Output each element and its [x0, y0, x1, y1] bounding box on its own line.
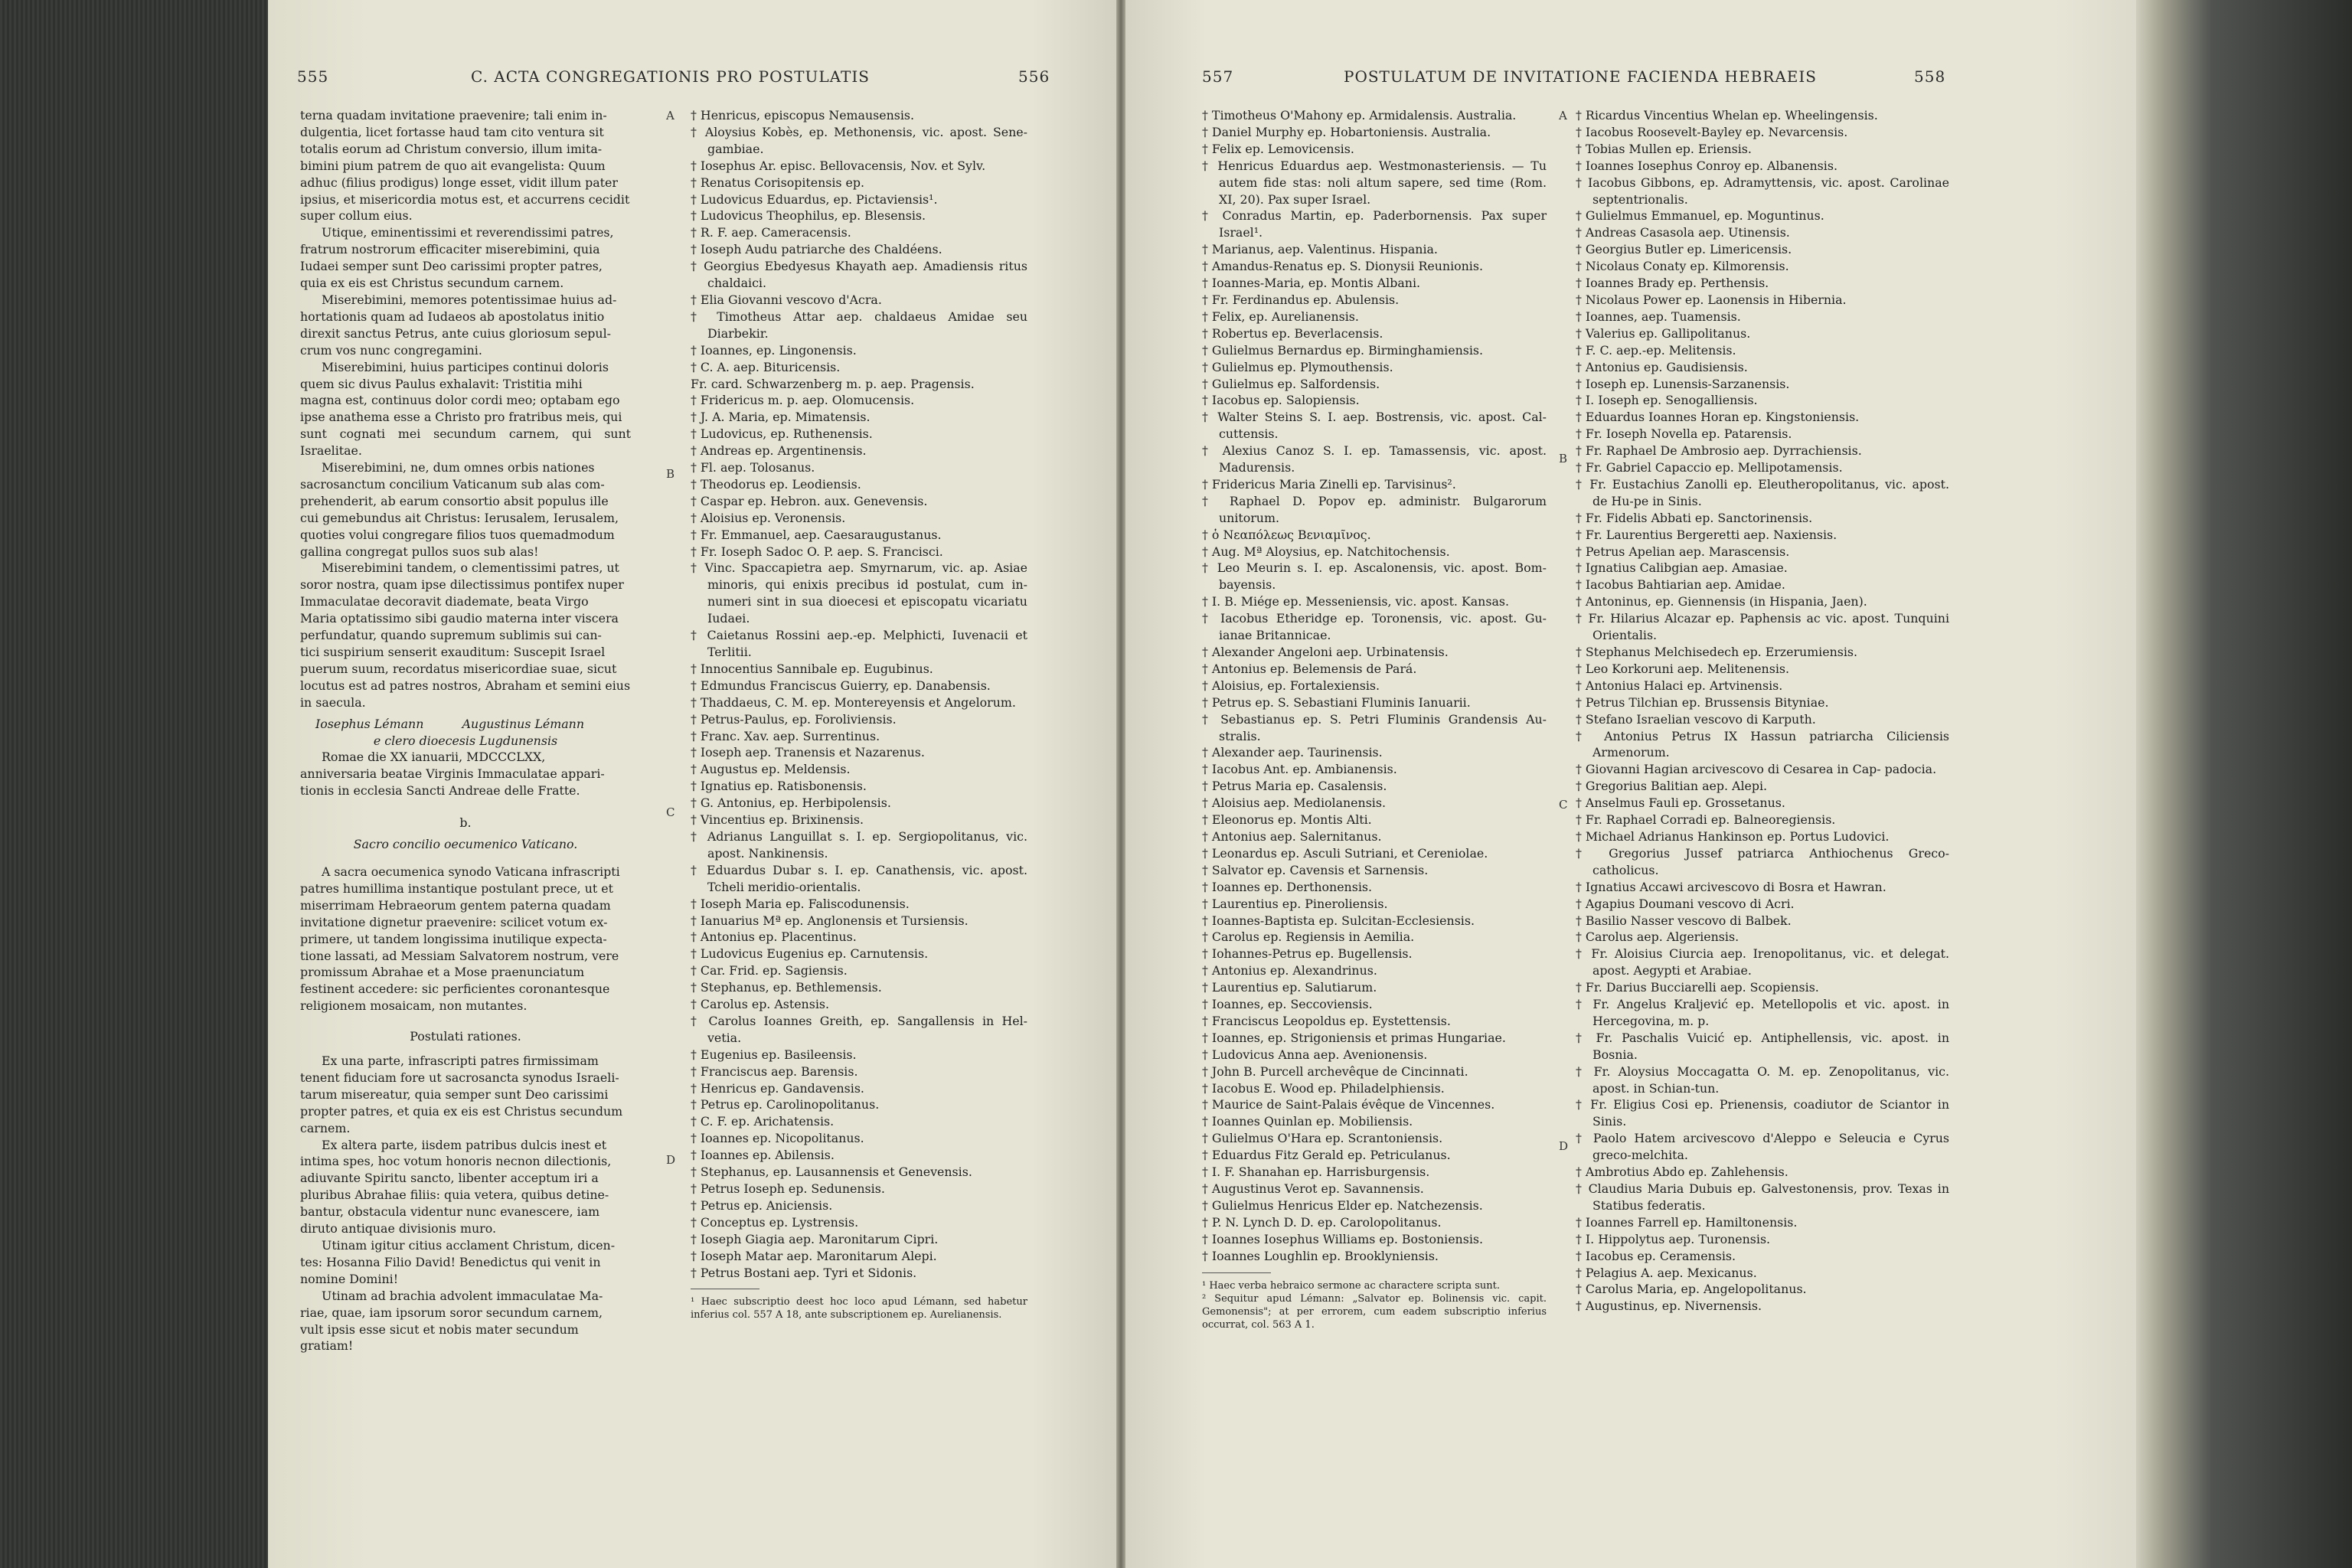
text-line: intima spes, hoc votum honoris necnon dilectionis,: [300, 1154, 612, 1169]
signatory-entry: † Eduardus Ioannes Horan ep. Kingstoniensis.: [1576, 410, 1860, 425]
signatory-entry: † Antonius ep. Belemensis de Pará.: [1202, 661, 1417, 676]
signature-diocese: e clero dioecesis Lugdunensis: [373, 733, 558, 748]
page-number-558: 558: [1914, 67, 1946, 86]
signatory-entry: † Petrus Bostani aep. Tyri et Sidonis.: [691, 1265, 917, 1280]
right-page: [1125, 0, 2136, 1568]
page-number-556: 556: [1018, 67, 1050, 86]
signatory-entry: † Augustinus, ep. Nivernensis.: [1576, 1298, 1762, 1314]
signatory-entry: † Leonardus ep. Asculi Sutriani, et Cereniolae.: [1202, 845, 1488, 861]
signatory-entry: † Timotheus O'Mahony ep. Armidalensis. Australia.: [1202, 108, 1517, 122]
signatory-entry: † Aloisius, ep. Fortalexiensis.: [1202, 678, 1380, 693]
signatory-entry: † Anselmus Fauli ep. Grossetanus.: [1576, 795, 1785, 811]
signatory-entry: † Alexander Angeloni aep. Urbinatensis.: [1202, 645, 1449, 659]
section-b-heading: b.: [459, 815, 472, 831]
signatory-entry: † Raphael D. Popov ep. administr. Bulgarorum unitorum.: [1202, 493, 1547, 525]
text-line: religionem mosaicam, non mutantes.: [300, 998, 528, 1014]
signatory-entry: † Petrus Ioseph ep. Sedunensis.: [691, 1181, 885, 1196]
signatory-entry: † Stephanus, ep. Bethlemensis.: [691, 980, 882, 995]
signatory-entry: † Ignatius ep. Ratisbonensis.: [691, 779, 867, 794]
text-line: fratrum nostrorum efficaciter miserebimini, quia: [300, 242, 600, 257]
signatory-entry: † Maurice de Saint-Palais évêque de Vincennes.: [1202, 1097, 1495, 1112]
signatory-entry: † Michael Adrianus Hankinson ep. Portus Ludovici.: [1576, 828, 1890, 844]
date-line: tionis in ecclesia Sancti Andreae delle Fratte.: [300, 783, 580, 799]
text-line: quem sic divus Paulus exhalavit: Tristitia mihi: [300, 376, 583, 391]
text-line: A sacra oecumenica synodo Vaticana infrascripti: [322, 864, 620, 879]
signatory-entry: † Paolo Hatem arcivescovo d'Aleppo e Seleucia e Cyrus greco-melchita.: [1576, 1131, 1949, 1163]
signatory-entry: † Henricus ep. Gandavensis.: [691, 1080, 864, 1096]
signatory-entry: † Ioseph aep. Tranensis et Nazarenus.: [691, 745, 925, 760]
signatory-entry: Fr. card. Schwarzenberg m. p. aep. Pragensis.: [691, 376, 975, 391]
signatory-entry: † Edmundus Franciscus Guierry, ep. Danabensis.: [691, 678, 991, 693]
signatory-entry: † Adrianus Languillat s. I. ep. Sergiopolitanus, vic. apost. Nankinensis.: [691, 828, 1027, 861]
signatory-entry: † Gulielmus ep. Plymouthensis.: [1202, 359, 1393, 374]
signatory-entry: † Ludovicus Anna aep. Avenionensis.: [1202, 1047, 1428, 1062]
signatory-entry: † Felix, ep. Aurelianensis.: [1202, 309, 1359, 324]
signatory-entry: † Iacobus Ant. ep. Ambianensis.: [1202, 762, 1397, 777]
margin-letter: D: [666, 1153, 676, 1167]
signatory-entry: † Iacobus ep. Salopiensis.: [1202, 393, 1360, 408]
signatory-entry: † Carolus Maria, ep. Angelopolitanus.: [1576, 1282, 1807, 1297]
signatory-entry: † Henricus Eduardus aep. Westmonasteriensis. — Tu autem fide stas: noli altum sapere, sed time (Rom. XI, 20). Pax super Israel.: [1202, 158, 1547, 207]
text-line: Maria optatissimo sibi gaudio materna inter viscera: [300, 611, 619, 626]
page-number-557: 557: [1202, 67, 1234, 86]
text-line: Iudaei semper sunt Deo carissimi propter patres,: [300, 259, 603, 274]
text-line: super collum eius.: [300, 208, 413, 224]
signatory-entry: † Franciscus aep. Barensis.: [691, 1063, 858, 1079]
signatory-entry: † Georgius Butler ep. Limericensis.: [1576, 242, 1792, 257]
signatory-entry: † Leo Korkoruni aep. Melitenensis.: [1576, 661, 1790, 676]
signatory-entry: † Ioannes, ep. Strigoniensis et primas Hungariae.: [1202, 1030, 1506, 1045]
signatory-entry: † Fridericus Maria Zinelli ep. Tarvisinus².: [1202, 476, 1456, 492]
signatory-entry: † Fr. Aloisius Ciurcia aep. Irenopolitanus, vic. et delegat. apost. Aegypti et Arabiae.: [1576, 946, 1949, 978]
signatory-entry: † Eduardus Fitz Gerald ep. Petriculanus.: [1202, 1148, 1451, 1163]
signatory-entry: † Iosephus Ar. episc. Bellovacensis, Nov. et Sylv.: [691, 158, 986, 173]
signatory-entry: † Iacobus E. Wood ep. Philadelphiensis.: [1202, 1080, 1445, 1096]
signatory-entry: † Tobias Mullen ep. Eriensis.: [1576, 141, 1752, 156]
signatory-entry: † Fr. Eligius Cosi ep. Prienensis, coadiutor de Sciantor in Sinis.: [1576, 1097, 1949, 1129]
signatory-entry: † ὁ Νεαπόλεως Βενιαμῖνος.: [1202, 527, 1371, 542]
signatory-entry: † Gulielmus Bernardus ep. Birminghamiensis.: [1202, 342, 1484, 358]
text-line: diruto antiquae divisionis muro.: [300, 1221, 496, 1236]
signatory-entry: † Iacobus Roosevelt-Bayley ep. Nevarcensis.: [1576, 124, 1848, 139]
margin-letter: B: [1559, 452, 1568, 466]
signatory-entry: † Fr. Raphael Corradi ep. Balneoregiensis.: [1576, 812, 1836, 828]
signatory-entry: † Caietanus Rossini aep.-ep. Melphicti, Iuvenacii et Terlitii.: [691, 628, 1027, 659]
signatory-entry: † Antoninus, ep. Giennensis (in Hispania, Jaen).: [1576, 594, 1867, 609]
text-line: nomine Domini!: [300, 1271, 399, 1286]
signatory-entry: † Fr. Ioseph Novella ep. Patarensis.: [1576, 426, 1792, 442]
signatory-entry: † Ioannes ep. Nicopolitanus.: [691, 1131, 864, 1146]
signatory-entry: † Fl. aep. Tolosanus.: [691, 460, 815, 475]
signatory-entry: † Eugenius ep. Basileensis.: [691, 1047, 857, 1062]
text-line: riae, quae, iam ipsorum soror secundum carnem,: [300, 1305, 603, 1320]
signatory-entry: † Ioseph Giagia aep. Maronitarum Cipri.: [691, 1231, 939, 1246]
signatory-entry: † Fr. Ferdinandus ep. Abulensis.: [1202, 292, 1400, 307]
signatory-entry: † Gregorius Balitian aep. Alepi.: [1576, 779, 1768, 794]
signatory-entry: † Franc. Xav. aep. Surrentinus.: [691, 728, 880, 743]
text-line: sunt cognati mei secundum carnem, qui sunt Israelitae.: [300, 426, 631, 459]
text-line: soror nostra, quam ipse dilectissimus pontifex nuper: [300, 577, 624, 593]
signatory-entry: † Ludovicus, ep. Ruthenensis.: [691, 426, 873, 442]
text-line: Ex altera parte, iisdem patribus dulcis inest et: [322, 1137, 607, 1152]
text-line: Immaculatae decoravit diademate, beata Virgo: [300, 594, 589, 609]
signatory-entry: † Salvator ep. Cavensis et Sarnensis.: [1202, 862, 1429, 877]
book-gutter: [1116, 0, 1125, 1568]
text-line: perfundatur, quando supremum sublimis sui can-: [300, 628, 602, 643]
signatory-entry: † Fr. Ioseph Sadoc O. P. aep. S. Francisci.: [691, 544, 943, 559]
signatory-entry: † Ioannes ep. Abilensis.: [691, 1148, 835, 1163]
text-line: ipsius, et misericordia motus est, et accurrens cecidit: [300, 191, 630, 207]
text-line: tes: Hosanna Filio David! Benedictus qui venit in: [300, 1254, 601, 1269]
margin-letter: C: [1559, 798, 1568, 812]
signatory-entry: † Daniel Murphy ep. Hobartoniensis. Australia.: [1202, 124, 1491, 139]
right-column-1: [1202, 107, 1547, 1331]
signatory-entry: † F. C. aep.-ep. Melitensis.: [1576, 342, 1736, 358]
signatory-entry: † Carolus ep. Regiensis in Aemilia.: [1202, 929, 1415, 945]
signatory-entry: † Ioannes, ep. Seccoviensis.: [1202, 997, 1373, 1012]
text-line: propter patres, et quia ex eis est Christus secundum: [300, 1103, 623, 1119]
date-line: Romae die XX ianuarii, MDCCCLXX,: [322, 750, 546, 765]
signatory-entry: † Renatus Corisopitensis ep.: [691, 175, 865, 190]
book-edge-right: [2136, 0, 2352, 1568]
signatory-entry: † Ignatius Accawi arcivescovo di Bosra et Hawran.: [1576, 879, 1886, 894]
signatory-entry: † Ioseph Audu patriarche des Chaldéens.: [691, 242, 942, 257]
signatory-entry: † Fr. Angelus Kraljević ep. Metellopolis et vic. apost. in Hercegovina, m. p.: [1576, 997, 1949, 1028]
text-line: crum vos nunc congregamini.: [300, 342, 482, 358]
signatory-entry: † Petrus Apelian aep. Marascensis.: [1576, 544, 1790, 559]
footnote: ¹ Haec verba hebraico sermone ac charactere scripta sunt.: [1202, 1279, 1500, 1292]
text-line: in saecula.: [300, 694, 366, 710]
signatory-entry: † Fr. Aloysius Moccagatta O. M. ep. Zenopolitanus, vic. apost. in Schian-tun.: [1576, 1063, 1949, 1096]
signatory-entry: † I. Ioseph ep. Senogalliensis.: [1576, 393, 1758, 408]
text-line: Utique, eminentissimi et reverendissimi patres,: [322, 225, 614, 240]
signatory-entry: † Ioannes, aep. Tuamensis.: [1576, 309, 1741, 324]
text-line: quoties volui congregare filios tuos quemadmodum: [300, 527, 615, 542]
signatory-entry: † Ioannes, ep. Lingonensis.: [691, 342, 857, 358]
signatory-entry: † Claudius Maria Dubuis ep. Galvestonensis, prov. Texas in Statibus federatis.: [1576, 1181, 1949, 1213]
signatory-entry: † Iohannes-Petrus ep. Bugellensis.: [1202, 946, 1413, 962]
signatory-entry: † Petrus ep. Aniciensis.: [691, 1197, 833, 1213]
signatory-entry: † Petrus-Paulus, ep. Foroliviensis.: [691, 711, 897, 727]
signatory-entry: † John B. Purcell archevêque de Cincinnati.: [1202, 1063, 1468, 1079]
text-line: Utinam igitur citius acclament Christum, dicen-: [322, 1238, 616, 1253]
signatory-entry: † Aloysius Kobès, ep. Methonensis, vic. apost. Sene- gambiae.: [691, 124, 1027, 156]
signatory-entry: † Antonius Halaci ep. Artvinensis.: [1576, 678, 1783, 693]
signatory-entry: † I. Hippolytus aep. Turonensis.: [1576, 1231, 1771, 1246]
signatory-entry: † Vinc. Spaccapietra aep. Smyrnarum, vic. ap. Asiae minoris, qui enixis precibus id postulat, cum in- numeri sint in sua dioecesi et episcopatu vicariatu Iudaei.: [691, 560, 1027, 626]
signatory-entry: † Fridericus m. p. aep. Olomucensis.: [691, 393, 915, 408]
signatory-entry: † Ricardus Vincentius Whelan ep. Wheelingensis.: [1576, 108, 1878, 122]
signatory-entry: † I. B. Miége ep. Messeniensis, vic. apost. Kansas.: [1202, 594, 1510, 609]
text-line: terna quadam invitatione praevenire; tali enim in-: [300, 108, 607, 122]
signatory-entry: † Vincentius ep. Brixinensis.: [691, 812, 864, 828]
spacer: [300, 1045, 631, 1053]
signatory-entry: † Laurentius ep. Pineroliensis.: [1202, 896, 1388, 911]
text-line: gallina congregat pullos suos sub alas!: [300, 544, 539, 559]
signatory-entry: † Nicolaus Power ep. Laonensis in Hibernia.: [1576, 292, 1847, 307]
signatory-entry: † Nicolaus Conaty ep. Kilmorensis.: [1576, 259, 1789, 274]
signatory-entry: † Petrus Maria ep. Casalensis.: [1202, 779, 1387, 794]
signatory-entry: † Ioannes Iosephus Conroy ep. Albanensis.: [1576, 158, 1838, 173]
signatory-entry: † Augustinus Verot ep. Savannensis.: [1202, 1181, 1424, 1196]
signatory-entry: † J. A. Maria, ep. Mimatensis.: [691, 410, 871, 425]
signatory-entry: † Robertus ep. Beverlacensis.: [1202, 325, 1383, 341]
text-line: quia ex eis est Christus secundum carnem.: [300, 276, 564, 291]
signatory-entry: † Ignatius Calibgian aep. Amasiae.: [1576, 560, 1788, 576]
signatory-entry: † Antonius ep. Gaudisiensis.: [1576, 359, 1748, 374]
signatory-entry: † Fr. Paschalis Vuicić ep. Antiphellensis, vic. apost. in Bosnia.: [1576, 1030, 1949, 1062]
rationes-heading: Postulati rationes.: [410, 1029, 521, 1044]
text-line: miserrimam Hebraeorum gentem paterna quadam: [300, 897, 611, 913]
signatory-entry: † G. Antonius, ep. Herbipolensis.: [691, 795, 891, 811]
footnote: ² Sequitur apud Lémann: „Salvator ep. Bolinensis vic. capit. Gemonensis"; at per errorem, cum eadem subscriptio inferius occurrat, col. 563 A 1.: [1202, 1292, 1547, 1331]
signatory-entry: † Timotheus Attar aep. chaldaeus Amidae seu Diarbekir.: [691, 309, 1027, 341]
signatory-entry: † Fr. Laurentius Bergeretti aep. Naxiensis.: [1576, 527, 1838, 542]
signatory-entry: † Carolus ep. Astensis.: [691, 997, 830, 1012]
signatory-entry: † Eduardus Dubar s. I. ep. Canathensis, vic. apost. Tcheli meridio-orientalis.: [691, 862, 1027, 894]
signatory-entry: † Iacobus ep. Ceramensis.: [1576, 1248, 1736, 1263]
left-running-title: C. ACTA CONGREGATIONIS PRO POSTULATIS: [471, 67, 870, 86]
text-line: festinent accedere: sic perficientes coronantesque: [300, 982, 610, 997]
signatory-entry: † Ludovicus Theophilus, ep. Blesensis.: [691, 208, 926, 224]
text-line: totalis eorum ad Christum conversio, illum imita-: [300, 141, 603, 156]
signatory-entry: † Agapius Doumani vescovo di Acri.: [1576, 896, 1795, 911]
signatory-entry: † Augustus ep. Meldensis.: [691, 762, 851, 777]
spacer: [300, 1014, 631, 1028]
text-line: Miserebimini, huius participes continui doloris: [322, 359, 609, 374]
date-line: anniversaria beatae Virginis Immaculatae appari-: [300, 766, 605, 782]
signatory-entry: † Pelagius A. aep. Mexicanus.: [1576, 1265, 1757, 1280]
text-line: tici suspirium senserit exauditum: Suscepit Israel: [300, 645, 606, 659]
text-line: cui gemebundus ait Christus: Ierusalem, Ierusalem,: [300, 510, 619, 525]
signatory-entry: † Franciscus Leopoldus ep. Eystettensis.: [1202, 1013, 1451, 1028]
signatory-entry: † P. N. Lynch D. D. ep. Carolopolitanus.: [1202, 1214, 1442, 1230]
signatory-entry: † Aug. Mª Aloysius, ep. Natchitochensis.: [1202, 544, 1450, 559]
signatory-entry: † Gulielmus Henricus Elder ep. Natchezensis.: [1202, 1197, 1483, 1213]
right-running-title: POSTULATUM DE INVITATIONE FACIENDA HEBRAEIS: [1344, 67, 1817, 86]
signatory-entry: † Stephanus, ep. Lausannensis et Genevensis.: [691, 1165, 972, 1180]
text-line: pluribus Abrahae filiis: quia vetera, quibus detine-: [300, 1187, 609, 1203]
text-line: bantur, obstacula videntur nunc evanescere, iam: [300, 1204, 600, 1220]
signatory-entry: † Aloisius aep. Mediolanensis.: [1202, 795, 1386, 811]
signatory-entry: † Fr. Raphael De Ambrosio aep. Dyrrachiensis.: [1576, 443, 1862, 459]
signatory-entry: † Ioseph ep. Lunensis-Sarzanensis.: [1576, 376, 1790, 391]
text-line: Miserebimini, memores potentissimae huius ad-: [322, 292, 617, 307]
signatory-entry: † Ianuarius Mª ep. Anglonensis et Tursiensis.: [691, 913, 969, 928]
signatory-entry: † Conceptus ep. Lystrensis.: [691, 1214, 859, 1230]
signatory-entry: † Aloisius ep. Veronensis.: [691, 510, 846, 525]
signatory-entry: † Antonius aep. Salernitanus.: [1202, 828, 1382, 844]
signatory-entry: † Laurentius ep. Salutiarum.: [1202, 980, 1377, 995]
signatory-entry: † Petrus Tilchian ep. Brussensis Bityniae.: [1576, 694, 1829, 710]
signatory-entry: † Ioannes Quinlan ep. Mobiliensis.: [1202, 1114, 1413, 1129]
text-line: tenent fiduciam fore ut sacrosancta synodus Israeli-: [300, 1070, 619, 1085]
signatory-entry: † Marianus, aep. Valentinus. Hispania.: [1202, 242, 1438, 257]
footnote-rule: [1202, 1272, 1271, 1273]
text-line: Miserebimini tandem, o clementissimi patres, ut: [322, 560, 619, 576]
signatory-entry: † Theodorus ep. Leodiensis.: [691, 476, 861, 492]
signatory-entry: † Henricus, episcopus Nemausensis.: [691, 108, 915, 122]
signatory-entry: † Stefano Israelian vescovo di Karputh.: [1576, 711, 1816, 727]
signatory-entry: † Amandus-Renatus ep. S. Dionysii Reunionis.: [1202, 259, 1483, 274]
left-column-2: [691, 107, 1027, 1321]
text-line: gratiam!: [300, 1338, 354, 1354]
signatory-entry: † Iacobus Gibbons, ep. Adramyttensis, vic. apost. Carolinae septentrionalis.: [1576, 175, 1949, 207]
signatory-entry: † Ioannes Farrell ep. Hamiltonensis.: [1576, 1214, 1798, 1230]
signatory-entry: † Fr. Hilarius Alcazar ep. Paphensis ac vic. apost. Tunquini Orientalis.: [1576, 611, 1949, 643]
signatory-entry: † Alexander aep. Taurinensis.: [1202, 745, 1383, 760]
signatory-entry: † Ioseph Matar aep. Maronitarum Alepi.: [691, 1248, 937, 1263]
text-line: Miserebimini, ne, dum omnes orbis nationes: [322, 460, 595, 475]
text-line: vult ipsis esse sicut et nobis mater secundum: [300, 1321, 579, 1337]
text-line: locutus est ad patres nostros, Abraham et semini eius: [300, 678, 631, 693]
signatory-entry: † Andreas Casasola aep. Utinensis.: [1576, 225, 1790, 240]
signatory-entry: † Basilio Nasser vescovo di Balbek.: [1576, 913, 1792, 928]
signatory-entry: † Car. Frid. ep. Sagiensis.: [691, 963, 848, 978]
signatory-entry: † Valerius ep. Gallipolitanus.: [1576, 325, 1751, 341]
text-line: direxit sanctus Petrus, ante cuius gloriosum sepul-: [300, 325, 611, 341]
signatory-entry: † Giovanni Hagian arcivescovo di Cesarea in Cap- padocia.: [1576, 762, 1937, 777]
spacer: [300, 799, 631, 815]
signatory-entry: † Ioannes-Maria, ep. Montis Albani.: [1202, 276, 1421, 291]
signatory-entry: † Ioannes Iosephus Williams ep. Bostoniensis.: [1202, 1231, 1484, 1246]
text-line: sacrosanctum concilium Vaticanum sub alas com-: [300, 476, 605, 492]
text-line: prehenderit, ab earum consortio absit populus ille: [300, 493, 609, 508]
text-line: ipse anathema esse a Christo pro fratribus meis, qui: [300, 410, 622, 425]
signatory-entry: † Ioseph Maria ep. Faliscodunensis.: [691, 896, 910, 911]
section-b-subtitle: Sacro concilio oecumenico Vaticano.: [353, 837, 578, 852]
signatory-entry: † Ioannes Loughlin ep. Brooklyniensis.: [1202, 1248, 1439, 1263]
text-line: carnem.: [300, 1120, 351, 1135]
signatory-entry: † Alexius Canoz S. I. ep. Tamassensis, vic. apost. Madurensis.: [1202, 443, 1547, 475]
margin-letter: A: [666, 109, 675, 122]
left-page: [268, 0, 1116, 1568]
signatory-entry: † Petrus ep. S. Sebastiani Fluminis Ianuarii.: [1202, 694, 1471, 710]
signatory-entry: † Antonius ep. Placentinus.: [691, 929, 857, 945]
margin-letter: B: [666, 467, 675, 481]
signatory-entry: † Elia Giovanni vescovo d'Acra.: [691, 292, 882, 307]
signatory-entry: † Caspar ep. Hebron. aux. Genevensis.: [691, 493, 928, 508]
signatory-entry: † Carolus Ioannes Greith, ep. Sangallensis in Hel- vetia.: [691, 1013, 1027, 1045]
left-column-1: [300, 107, 631, 1354]
signatory-entry: † Fr. Gabriel Capaccio ep. Mellipotamensis.: [1576, 460, 1843, 475]
margin-letter: D: [1559, 1139, 1569, 1153]
page-number-555: 555: [297, 67, 329, 86]
text-line: tarum misereatur, quia semper sunt Deo carissimi: [300, 1086, 609, 1102]
signatory-entry: † Antonius ep. Alexandrinus.: [1202, 963, 1377, 978]
right-column-2: [1576, 107, 1949, 1315]
signatory-entry: † Fr. Darius Bucciarelli aep. Scopiensis.: [1576, 980, 1819, 995]
signatory-entry: † Fr. Emmanuel, aep. Caesaraugustanus.: [691, 527, 942, 542]
signatory-entry: † Innocentius Sannibale ep. Eugubinus.: [691, 661, 933, 676]
text-line: adhuc (filius prodigus) longe esset, vidit illum pater: [300, 175, 618, 190]
text-line: adiuvante Spiritu sancto, libenter acceptum iri a: [300, 1171, 599, 1186]
signatory-entry: † I. F. Shanahan ep. Harrisburgensis.: [1202, 1165, 1430, 1180]
signatory-entry: † Felix ep. Lemovicensis.: [1202, 141, 1354, 156]
signatory-entry: † Leo Meurin s. I. ep. Ascalonensis, vic. apost. Bom- bayensis.: [1202, 560, 1547, 593]
text-line: Ex una parte, infrascripti patres firmissimam: [322, 1054, 599, 1069]
signatory-entry: † Iacobus Bahtiarian aep. Amidae.: [1576, 577, 1785, 593]
text-line: puerum suum, recordatus misericordiae suae, sicut: [300, 661, 617, 676]
signatory-entry: † Ludovicus Eduardus, ep. Pictaviensis¹.: [691, 191, 938, 207]
signatory-entry: † Sebastianus ep. S. Petri Fluminis Grandensis Au- stralis.: [1202, 711, 1547, 743]
text-line: hortationis quam ad Iudaeos ab apostolatus initio: [300, 309, 605, 324]
signatory-entry: † Andreas ep. Argentinensis.: [691, 443, 867, 459]
signatory-entry: † Ludovicus Eugenius ep. Carnutensis.: [691, 946, 929, 962]
signatory-entry: † C. A. aep. Bituricensis.: [691, 359, 841, 374]
signatory-entry: † Ambrotius Abdo ep. Zahlehensis.: [1576, 1165, 1788, 1180]
text-line: Utinam ad brachia advolent immaculatae Ma-: [322, 1288, 603, 1303]
signatory-entry: † Gulielmus Emmanuel, ep. Moguntinus.: [1576, 208, 1824, 224]
signatory-entry: † Antonius Petrus IX Hassun patriarcha Ciliciensis Armenorum.: [1576, 728, 1949, 760]
text-line: patres humillima instantique postulant prece, ut et: [300, 880, 613, 896]
spacer: [300, 853, 631, 864]
signatory-entry: † Iacobus Etheridge ep. Toronensis, vic. apost. Gu- ianae Britannicae.: [1202, 611, 1547, 643]
signatory-entry: † Gregorius Jussef patriarca Anthiochenus Greco- catholicus.: [1576, 845, 1949, 877]
signatory-entry: † Ioannes ep. Derthonensis.: [1202, 879, 1372, 894]
signature-names: Iosephus Lémann Augustinus Lémann: [315, 716, 585, 731]
signatory-entry: † Conradus Martin, ep. Paderbornensis. Pax super Israel¹.: [1202, 208, 1547, 240]
signatory-entry: † Eleonorus ep. Montis Alti.: [1202, 812, 1372, 828]
text-line: tione lassati, ad Messiam Salvatorem nostrum, vere: [300, 948, 619, 963]
signatory-entry: † Ioannes-Baptista ep. Sulcitan-Ecclesiensis.: [1202, 913, 1475, 928]
signatory-entry: † Georgius Ebedyesus Khayath aep. Amadiensis ritus chaldaici.: [691, 259, 1027, 291]
signatory-entry: † Fr. Fidelis Abbati ep. Sanctorinensis.: [1576, 510, 1813, 525]
signatory-entry: † Ioannes Brady ep. Perthensis.: [1576, 276, 1769, 291]
signatory-entry: † Walter Steins S. I. aep. Bostrensis, vic. apost. Cal- cuttensis.: [1202, 410, 1547, 442]
signatory-entry: † R. F. aep. Cameracensis.: [691, 225, 851, 240]
signatory-entry: † Gulielmus O'Hara ep. Scrantoniensis.: [1202, 1131, 1443, 1146]
text-line: magna est, continuus dolor cordi meo; optabam ego: [300, 393, 620, 408]
signatory-entry: † Petrus ep. Carolinopolitanus.: [691, 1097, 880, 1112]
signatory-entry: † Carolus aep. Algeriensis.: [1576, 929, 1740, 945]
text-line: primere, ut tandem longissima inutilique expecta-: [300, 931, 607, 946]
text-line: bimini pium patrem de quo ait evangelista: Quum: [300, 158, 606, 173]
text-line: promissum Abrahae et a Mose praenunciatum: [300, 965, 585, 980]
text-line: invitatione dignetur praevenire: scilicet votum ex-: [300, 914, 608, 929]
footnote: ¹ Haec subscriptio deest hoc loco apud Lémann, sed habetur inferius col. 557 A 18, ante subscriptionem ep. Aurelianensis.: [691, 1296, 1027, 1321]
signatory-entry: † Stephanus Melchisedech ep. Erzerumiensis.: [1576, 645, 1858, 659]
book-edge-left: [0, 0, 268, 1568]
text-line: dulgentia, licet fortasse haud tam cito ventura sit: [300, 124, 604, 139]
signatory-entry: † Thaddaeus, C. M. ep. Montereyensis et Angelorum.: [691, 694, 1016, 710]
signatory-entry: † C. F. ep. Arichatensis.: [691, 1114, 835, 1129]
margin-letter: C: [666, 805, 675, 819]
margin-letter: A: [1559, 109, 1567, 122]
signatory-entry: † Gulielmus ep. Salfordensis.: [1202, 376, 1380, 391]
signatory-entry: † Fr. Eustachius Zanolli ep. Eleutheropolitanus, vic. apost. de Hu-pe in Sinis.: [1576, 476, 1949, 508]
